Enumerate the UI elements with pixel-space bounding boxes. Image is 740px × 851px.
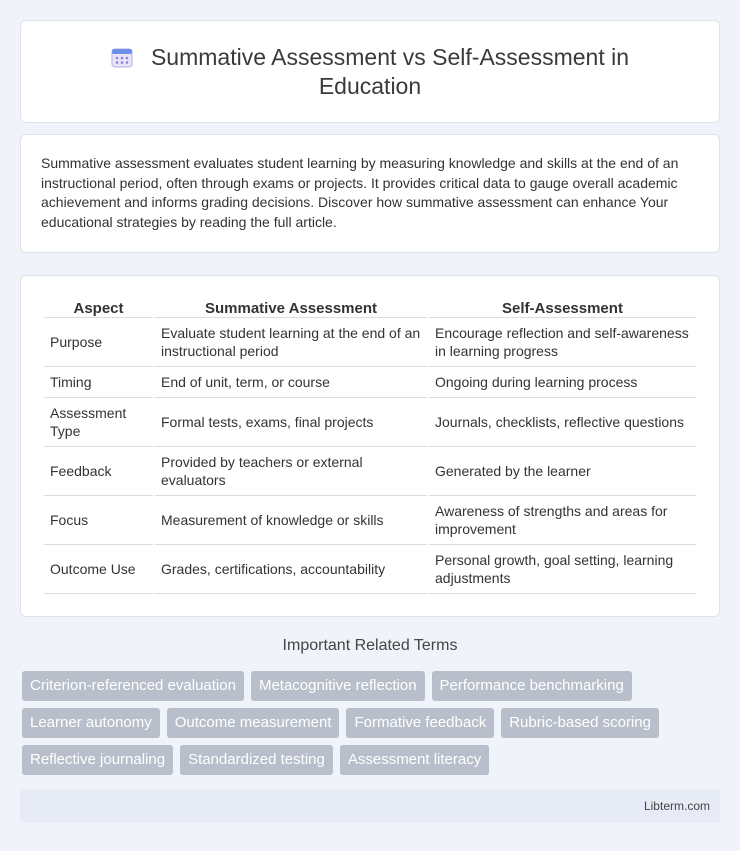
related-term-tag[interactable]: Rubric-based scoring <box>501 708 659 738</box>
cell-self: Generated by the learner <box>429 447 696 496</box>
cell-summative: End of unit, term, or course <box>155 367 427 398</box>
intro-text: Summative assessment evaluates student learning by measuring knowledge and skills at the end of an instructional period, often through exams or projects. It provides critical data to gauge overall academic achievement and informs grading decisions. Discover how summative assessment can enhance Your educational strategies by reading the full article. <box>41 155 679 230</box>
cell-self: Journals, checklists, reflective questions <box>429 398 696 447</box>
footer-site-link[interactable]: Libterm.com <box>643 799 710 813</box>
cell-self: Personal growth, goal setting, learning adjustments <box>429 545 696 594</box>
page-title <box>61 43 679 101</box>
cell-summative: Formal tests, exams, final projects <box>155 398 427 447</box>
calendar-icon <box>111 46 133 68</box>
cell-aspect: Purpose <box>44 318 153 367</box>
title-card <box>20 20 720 123</box>
related-term-tag[interactable]: Reflective journaling <box>22 745 173 775</box>
table-row <box>44 496 696 545</box>
related-term-tag[interactable]: Standardized testing <box>180 745 333 775</box>
cell-aspect: Focus <box>44 496 153 545</box>
table-row <box>44 398 696 447</box>
related-term-tag[interactable]: Outcome measurement <box>167 708 340 738</box>
cell-summative: Evaluate student learning at the end of an instructional period <box>155 318 427 367</box>
related-term-tag[interactable]: Metacognitive reflection <box>251 671 425 701</box>
table-row <box>44 447 696 496</box>
cell-aspect: Assessment Type <box>44 398 153 447</box>
cell-self: Encourage reflection and self-awareness in learning progress <box>429 318 696 367</box>
header-aspect: Aspect <box>44 296 153 318</box>
cell-summative: Provided by teachers or external evaluators <box>155 447 427 496</box>
table-row <box>44 545 696 594</box>
cell-self: Awareness of strengths and areas for improvement <box>429 496 696 545</box>
related-term-tag[interactable]: Formative feedback <box>346 708 494 738</box>
table-row <box>44 367 696 398</box>
table-header-row <box>44 296 696 318</box>
related-term-tag[interactable]: Assessment literacy <box>340 745 489 775</box>
cell-summative: Grades, certifications, accountability <box>155 545 427 594</box>
intro-card <box>20 134 720 253</box>
table-row <box>44 318 696 367</box>
cell-aspect: Timing <box>44 367 153 398</box>
cell-aspect: Outcome Use <box>44 545 153 594</box>
page-title-text: Summative Assessment vs Self-Assessment in Education <box>150 43 630 99</box>
cell-summative: Measurement of knowledge or skills <box>155 496 427 545</box>
cell-self: Ongoing during learning process <box>429 367 696 398</box>
footer <box>20 789 720 823</box>
header-self: Self-Assessment <box>429 296 696 318</box>
related-terms-list <box>20 671 720 775</box>
cell-aspect: Feedback <box>44 447 153 496</box>
header-summative: Summative Assessment <box>155 296 427 318</box>
comparison-table <box>42 296 698 594</box>
related-term-tag[interactable]: Criterion-referenced evaluation <box>22 671 244 701</box>
related-term-tag[interactable]: Performance benchmarking <box>432 671 632 701</box>
comparison-table-card <box>20 275 720 617</box>
related-terms-title: Important Related Terms <box>282 637 458 654</box>
related-term-tag[interactable]: Learner autonomy <box>22 708 160 738</box>
